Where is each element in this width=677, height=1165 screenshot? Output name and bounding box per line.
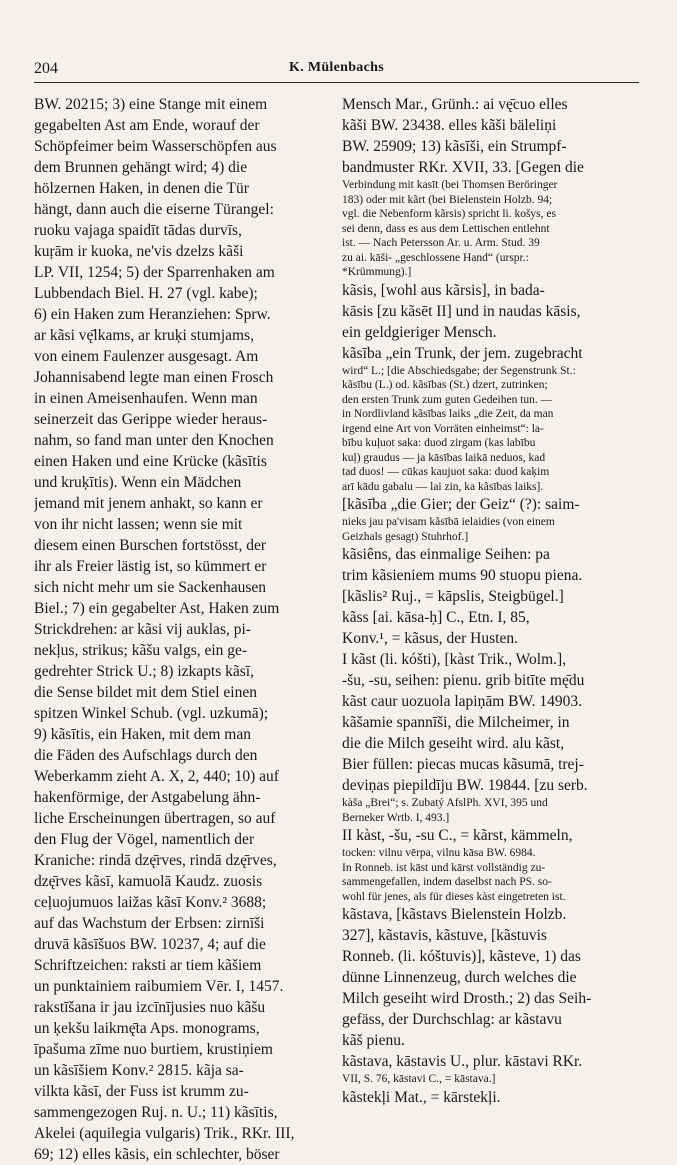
text-line: Johannisabend legte man einen Frosch [34, 369, 274, 386]
text-line: kãstava, kāstavis U., plur. kāstavi RKr. [342, 1053, 583, 1070]
text-line: ceļuojumuos laižas kãsī Konv.² 3688; [34, 894, 267, 911]
text-line: kãstava, [kãstavs Bielenstein Holzb. [342, 906, 567, 923]
text-line: In Ronneb. ist kāst und kārst vollständig zu- [342, 861, 546, 874]
text-line: auf das Wachstum der Erbsen: zirnīši [34, 915, 265, 932]
text-line: sei denn, dass es aus dem Lettischen entlehnt [342, 222, 550, 235]
text-line: BW. 20215; 3) eine Stange mit einem [34, 96, 268, 113]
text-line: hölzernen Haken, in denen die Tür [34, 180, 249, 197]
text-line: Berneker Wrtb. I, 493.] [342, 811, 450, 824]
text-line: nahm, so fand man unter den Knochen [34, 432, 274, 449]
text-line: 69; 12) elles kãsis, ein schlechter, böser [34, 1146, 280, 1163]
text-line: wohl für jenes, als für dieses kàst eingetreten ist. [342, 890, 566, 903]
text-line: in einen Ameisenhaufen. Wenn man [34, 390, 258, 407]
text-line: dünne Linnenzeug, durch welches die [342, 969, 577, 986]
text-line: wird“ L.; [die Abschiedsgabe; der Segenstrunk St.: [342, 364, 576, 377]
text-line: hängt, dann auch die eiserne Türangel: [34, 201, 274, 218]
text-line: nieks jau pa'visam kãsībā ielaidies (von einem [342, 516, 555, 528]
text-line: I kãst (li. kóšti), [kàst Trik., Wolm.], [342, 651, 567, 668]
text-line: kãsiêns, das einmalige Seihen: pa [342, 546, 550, 563]
text-line: Konv.¹, = kãsus, der Husten. [342, 630, 518, 647]
text-line: sammengezogen Ruj. n. U.; 11) kãsītis, [34, 1104, 278, 1121]
text-line: Schriftzeichen: raksti ar tiem kãšiem [34, 957, 262, 974]
text-line: rakstīšana ir jau izcīnījusies nuo kãšu [34, 999, 266, 1016]
text-line: kuļ) graudus — ja kāsības laikā neduos, kad [342, 451, 546, 464]
text-line: gedrehter Strick U.; 8) izkapts kãsī, [34, 663, 254, 680]
text-line: 327], kãstavis, kãstuve, [kãstuvis [342, 927, 547, 944]
text-line: [kãslis² Ruj., = kāpslis, Steigbügel.] [342, 588, 564, 605]
text-line: kãsis, [wohl aus kãrsis], in bada- [342, 281, 545, 299]
right-column [342, 94, 642, 1108]
text-line: sammengefallen, indem daselbst nach PS. so- [342, 876, 552, 888]
text-line: bību kuļuot saka: duod zirgam (kas labību [342, 437, 536, 449]
text-line: deviņas piepildīju BW. 19844. [zu serb. [342, 777, 588, 794]
text-line: īpašuma zīme nuo burtiem, krustiņiem [34, 1041, 273, 1058]
text-line: tad duos! — cūkas kaujuot saka: duod kaķim [342, 466, 550, 478]
text-line: irgend eine Art von Vorräten einheimst“: la- [342, 422, 544, 435]
text-line: die Fäden des Aufschlags durch den [34, 747, 258, 764]
text-line: ein geldgieriger Mensch. [342, 323, 497, 341]
text-line: vgl. die Nebenform kãrsis) spricht li. košys, es [342, 208, 556, 220]
text-line: Kraniche: rindā dzę̄rves, rindā dzę̄rves, [34, 852, 277, 869]
text-line: kàša „Brei“; s. Zubatý AfslPh. XVI, 395 und [342, 797, 548, 809]
text-line: den Flug der Vögel, namentlich der [34, 831, 255, 848]
text-line: Geizhals gesagt) Stuhrhof.] [342, 530, 469, 543]
text-line: kãsību (L.) od. kãsības (St.) dzert, zutrinken; [342, 379, 548, 391]
text-line: Weberkamm zieht A. X, 2, 440; 10) auf [34, 768, 279, 785]
text-line: kãst caur uozuola lapiņām BW. 14903. [342, 693, 583, 710]
text-line: un punktainiem raibumiem Vēr. I, 1457. [34, 978, 284, 995]
text-line: trim kãsieniem mums 90 stuopu piena. [342, 567, 583, 584]
text-line: sich nicht mehr um sie Sackenhausen [34, 579, 267, 596]
text-line: spitzen Winkel Schub. (vgl. uzkumā); [34, 705, 269, 722]
text-line: gefäss, der Durchschlag: ar kãstavu [342, 1011, 562, 1028]
text-line: arī kādu gabalu — lai zin, ka kãsības laiks]. [342, 480, 544, 493]
text-line: jemand mit jenem anhakt, so kann er [34, 495, 263, 512]
text-line: un kãsīšiem Konv.² 2815. kãja sa- [34, 1062, 244, 1079]
text-line: kãstekļi Mat., = kārstekļi. [342, 1088, 501, 1106]
text-line: Bier füllen: piecas mucas kãsumā, trej- [342, 756, 584, 773]
text-line: II kàst, -šu, -su C., = kãrst, kämmeln, [342, 827, 573, 844]
text-line: diesem einen Burschen fortstösst, der [34, 537, 267, 554]
text-line: kuŗām ir kuoka, ne'vis dzelzs kãši [34, 243, 244, 260]
text-line: druvā kãsīšuos BW. 10237, 4; auf die [34, 936, 266, 953]
left-column [34, 94, 331, 1165]
text-line: ar kãsi vę̄lkams, ar kruķi stumjams, [34, 327, 254, 344]
text-line: hakenförmige, der Astgabelung ähn- [34, 789, 261, 806]
text-line: zu ai. kāši- „geschlossene Hand“ (urspr.: [342, 251, 529, 264]
running-head: K. Mülenbachs [289, 60, 384, 75]
text-line: ruoku vajaga spaidīt tādas durvīs, [34, 222, 242, 239]
text-line: gegabelten Ast am Ende, worauf der [34, 117, 260, 134]
text-line: von einem Faulenzer ausgesagt. Am [34, 348, 259, 365]
text-line: kãši BW. 23438. elles kãši bäleliņi [342, 117, 557, 134]
text-line: kãšamie spannīši, die Milcheimer, in [342, 714, 570, 731]
text-line: dem Brunnen gehängt wird; 4) die [34, 159, 248, 176]
text-line: Verbindung mit kasīt (bei Thomsen Beröringer [342, 179, 558, 191]
text-line: bandmuster RKr. XVII, 33. [Gegen die [342, 159, 584, 176]
text-line: VII, S. 76, kāstavi C., = kāstava.] [342, 1073, 496, 1085]
text-line: BW. 25909; 13) kãsīši, ein Strumpf- [342, 138, 567, 155]
text-line: 6) ein Haken zum Heranziehen: Sprw. [34, 306, 271, 323]
text-line: und kruķītis). Wenn ein Mädchen [34, 474, 242, 491]
text-line: kãsība „ein Trunk, der jem. zugebracht [342, 344, 583, 362]
text-line: von ihr nicht lassen; wenn sie mit [34, 516, 243, 533]
text-line: ihr als Freier lästig ist, so kümmert er [34, 558, 267, 575]
text-line: Akelei (aquilegia vulgaris) Trik., RKr. III, [34, 1125, 295, 1142]
text-line: 9) kãsītis, ein Haken, mit dem man [34, 726, 251, 743]
text-line: liche Erscheinungen übertragen, so auf [34, 810, 276, 827]
text-line: ist. — Nach Petersson Ar. u. Arm. Stud. 39 [342, 237, 540, 249]
text-line: kãš pienu. [342, 1032, 405, 1049]
text-line: tocken: vilnu vērpa, vilnu kāsa BW. 6984. [342, 847, 536, 859]
text-line: nekļus, strikus; kãšu valgs, ein ge- [34, 642, 248, 659]
text-line: Mensch Mar., Grünh.: ai vę̄cuo elles [342, 96, 568, 113]
text-line: -šu, -su, seihen: pienu. grib bitīte mę̄du [342, 672, 585, 689]
text-line: kãss [ai. kāsa-ḥ] C., Etn. I, 85, [342, 609, 530, 626]
text-line: in Nordlivland kãsības laiks „die Zeit, da man [342, 408, 554, 420]
text-line: Strickdrehen: ar kãsi vij auklas, pi- [34, 621, 251, 638]
text-line: Biel.; 7) ein gegabelter Ast, Haken zum [34, 600, 280, 617]
text-line: den ersten Trunk zum guten Gedeihen tun. — [342, 393, 553, 406]
text-line: einen Haken und eine Krücke (kãsītis [34, 453, 267, 470]
text-line: Lubbendach Biel. H. 27 (vgl. kabe); [34, 285, 258, 302]
text-line: LP. VII, 1254; 5) der Sparrenhaken am [34, 264, 275, 281]
text-line: 183) oder mit kãrt (bei Bielenstein Holzb. 94; [342, 193, 553, 206]
text-line: dzę̄rves kãsī, kamuolā Kaudz. zuosis [34, 873, 263, 890]
text-line: un ķekšu laikmę̄ta Aps. monograms, [34, 1020, 260, 1037]
text-line: die die Milch geseiht wird. alu kãst, [342, 735, 565, 752]
text-line: Schöpfeimer beim Wasserschöpfen aus [34, 138, 277, 155]
text-line: seinerzeit das Gerippe wieder heraus- [34, 411, 268, 428]
text-line: [kãsība „die Gier; der Geiz“ (?): saim- [342, 496, 580, 513]
page-number: 204 [34, 60, 58, 77]
text-line: *Krümmung).] [342, 266, 412, 278]
text-line: kāsis [zu kãsēt II] und in naudas kāsis, [342, 302, 581, 320]
text-line: vilkta kãsī, der Fuss ist krumm zu- [34, 1083, 249, 1100]
text-line: Ronneb. (li. kóštuvis)], kãsteve, 1) das [342, 948, 581, 965]
text-line: die Sense bildet mit dem Stiel einen [34, 684, 257, 701]
page-header [34, 60, 639, 83]
text-line: Milch geseiht wird Drosth.; 2) das Seih- [342, 990, 592, 1007]
